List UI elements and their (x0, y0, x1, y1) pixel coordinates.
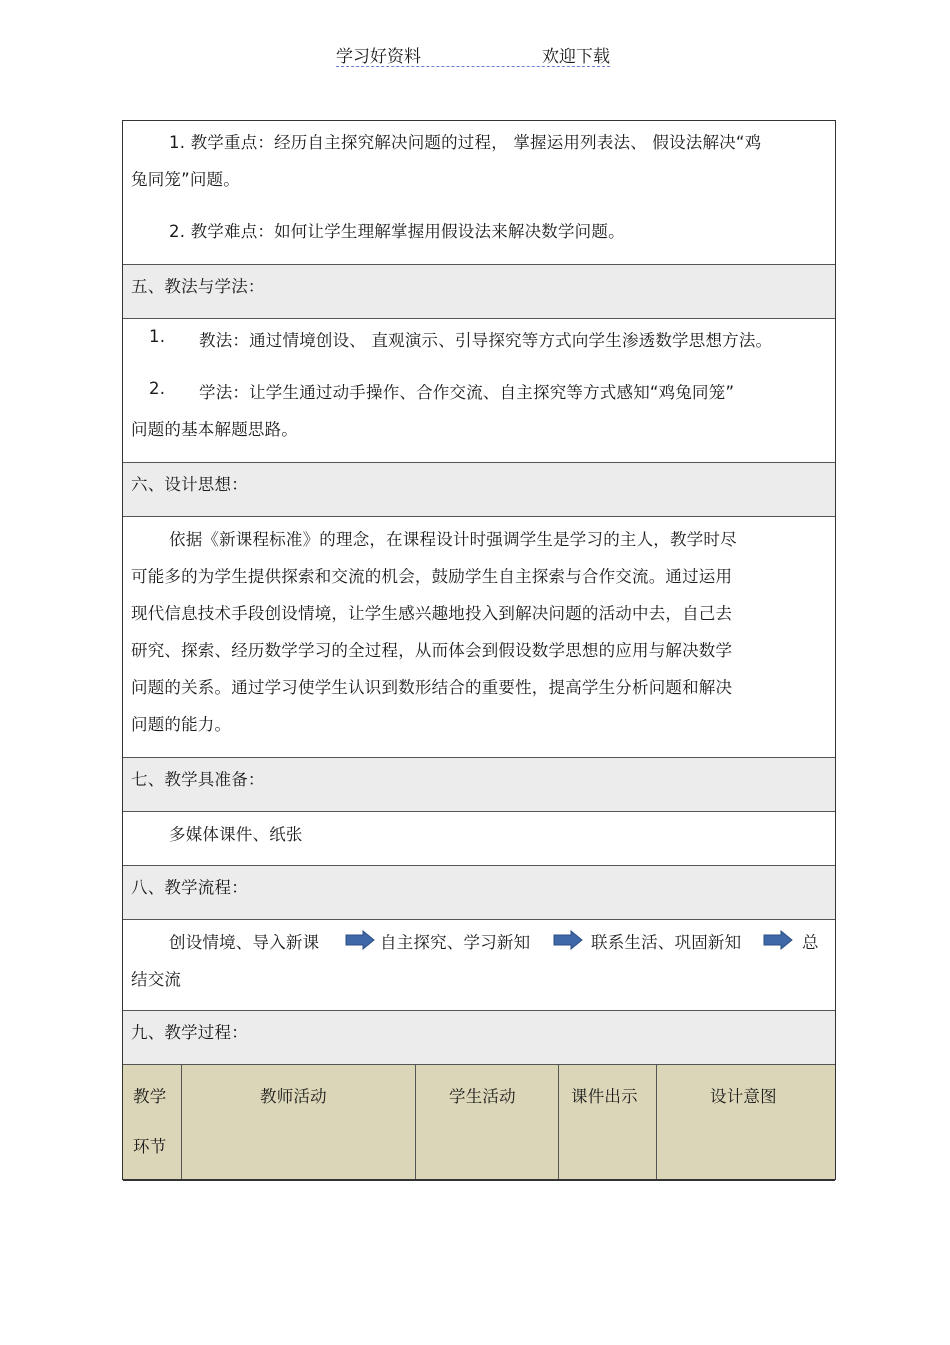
header-right-text: 欢迎下载 (542, 47, 610, 67)
paragraph-line: 问题的能力。 (131, 715, 232, 734)
column-header-student (416, 1065, 559, 1179)
column-header-text: 环节 (133, 1137, 167, 1156)
column-header-text: 课件出示 (571, 1087, 638, 1106)
paragraph-line: 研究、探索、经历数学学习的全过程，从而体会到假设数学思想的应用与解决数学 (131, 641, 733, 660)
column-header-courseware (559, 1065, 657, 1179)
arrow-right-icon (553, 930, 583, 950)
column-header-text: 学生活动 (449, 1087, 516, 1106)
column-header-text: 教学 (133, 1087, 167, 1106)
materials-text: 多媒体课件、纸张 (169, 825, 303, 844)
focus-line-cont: 兔同笼”问题。 (131, 170, 240, 189)
column-header-intent (657, 1065, 835, 1179)
flow-step: 创设情境、导入新课 (169, 933, 320, 952)
difficulty-line: 2. 教学难点：如何让学生理解掌握用假设法来解决数学问题。 (169, 222, 625, 241)
teaching-method-text: 教法：通过情境创设、 直观演示、引导探究等方式向学生渗透数学思想方法。 (199, 331, 773, 350)
learning-method-text-cont: 问题的基本解题思路。 (131, 420, 298, 439)
section-title: 六、设计思想： (131, 475, 248, 494)
column-header-text: 设计意图 (710, 1087, 777, 1106)
section-title: 九、教学过程： (131, 1023, 248, 1042)
paragraph-line: 依据《新课程标准》的理念，在课程设计时强调学生是学习的主人，教学时尽 (169, 530, 737, 549)
section9-header (123, 1011, 835, 1065)
lesson-plan-table (122, 120, 836, 1180)
column-header-text: 教师活动 (260, 1087, 327, 1106)
column-header-teacher (182, 1065, 416, 1179)
paragraph-line: 可能多的为学生提供探索和交流的机会，鼓励学生自主探索与合作交流。通过运用 (131, 567, 733, 586)
section5-header (123, 265, 835, 319)
list-number: 1. (149, 327, 166, 346)
header-left-text: 学习好资料 (336, 47, 421, 67)
section7-content (123, 812, 835, 866)
paragraph-line: 问题的关系。通过学习使学生认识到数形结合的重要性，提高学生分析问题和解决 (131, 678, 733, 697)
flow-step-cont: 结交流 (131, 970, 182, 989)
section6-header (123, 463, 835, 517)
page-header (336, 40, 610, 67)
process-table-header (123, 1065, 835, 1181)
focus-line: 1. 教学重点：经历自主探究解决问题的过程， 掌握运用列表法、 假设法解决“鸡 (169, 133, 762, 152)
paragraph-line: 现代信息技术手段创设情境，让学生感兴趣地投入到解决问题的活动中去，自己去 (131, 604, 733, 623)
section-title: 八、教学流程： (131, 878, 248, 897)
flow-step: 自主探究、学习新知 (380, 933, 531, 952)
section6-content (123, 517, 835, 758)
learning-method-text: 学法：让学生通过动手操作、合作交流、自主探究等方式感知“鸡兔同笼” (199, 383, 735, 402)
section-title: 五、教法与学法： (131, 277, 265, 296)
section8-header (123, 866, 835, 920)
column-header-stage (123, 1065, 182, 1179)
flow-step: 联系生活、巩固新知 (591, 933, 742, 952)
arrow-right-icon (763, 930, 793, 950)
flow-step: 总 (802, 933, 819, 952)
list-number: 2. (149, 379, 166, 398)
arrow-right-icon (345, 930, 375, 950)
section7-header (123, 758, 835, 812)
focus-section (123, 121, 835, 265)
section5-content (123, 319, 835, 463)
section-title: 七、教学具准备： (131, 770, 265, 789)
section8-content (123, 920, 835, 1011)
